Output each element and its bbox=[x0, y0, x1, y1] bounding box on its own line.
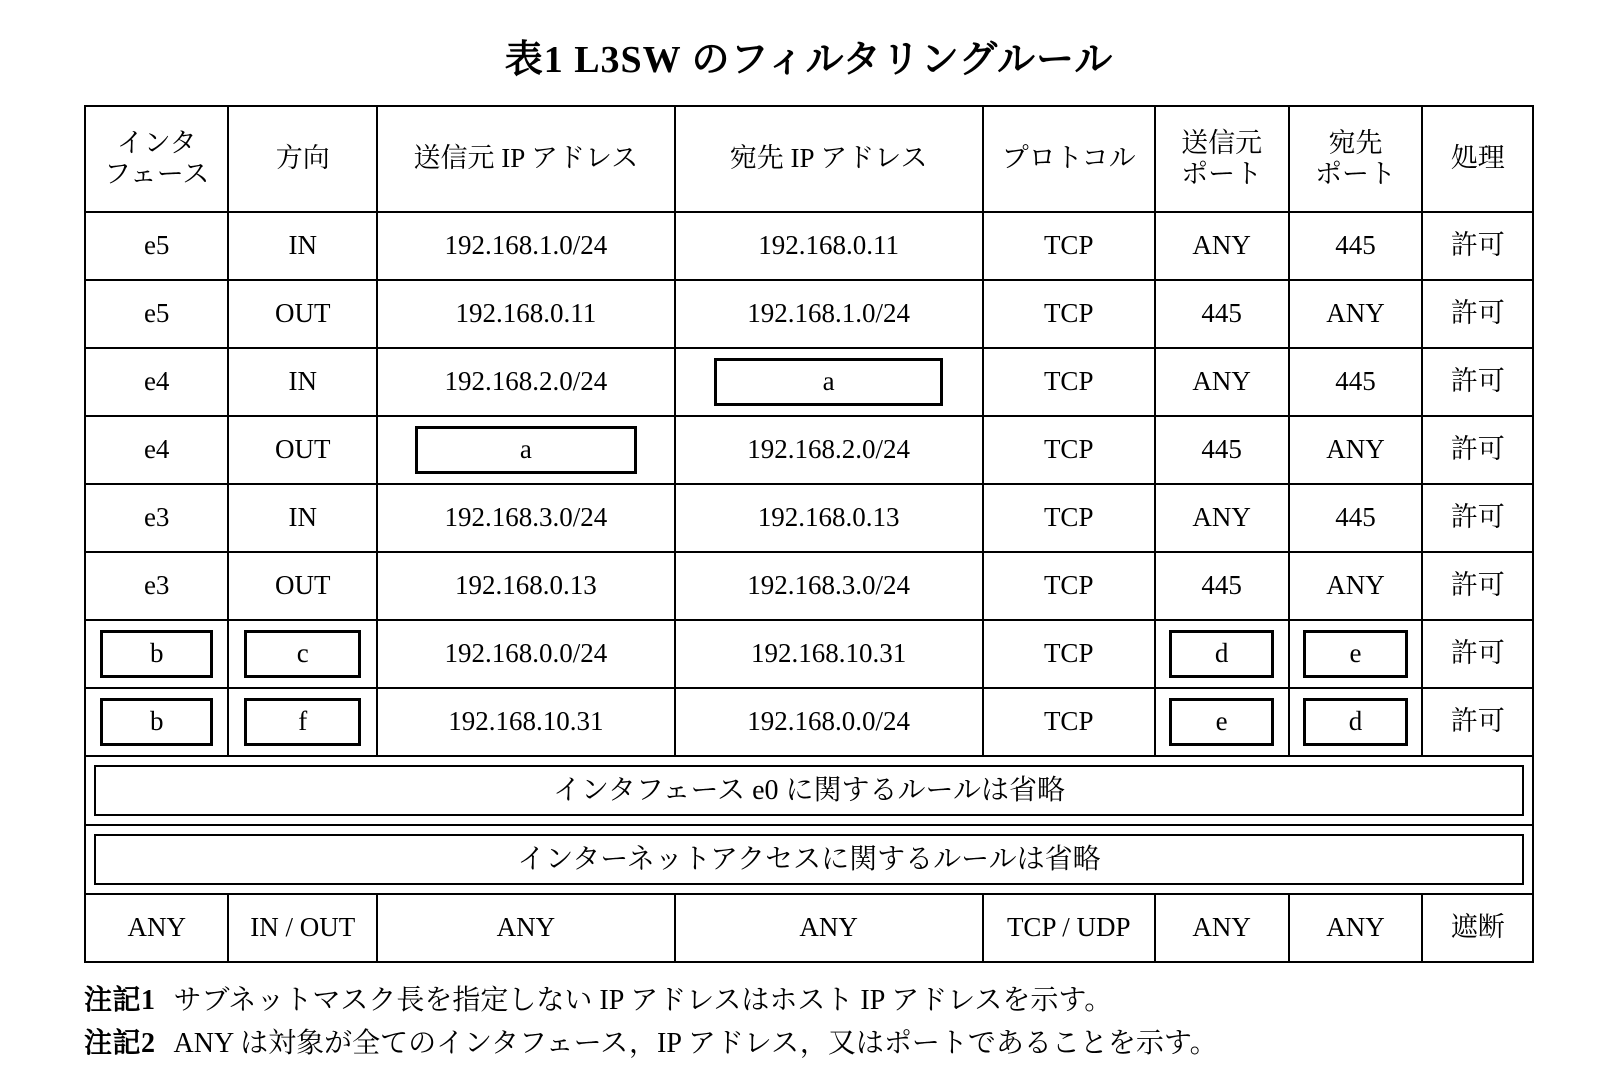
note-2 bbox=[84, 1022, 1534, 1065]
cell-protocol: TCP bbox=[983, 416, 1155, 484]
cell-action: 許可 bbox=[1422, 416, 1533, 484]
cell-interface: ANY bbox=[85, 894, 228, 962]
cell-source-ip: 192.168.2.0/24 bbox=[377, 348, 674, 416]
cell-direction: IN bbox=[228, 484, 377, 552]
table-row bbox=[85, 280, 1533, 348]
header-row bbox=[85, 106, 1533, 212]
cell-source-port: 445 bbox=[1155, 280, 1289, 348]
header-interface bbox=[85, 106, 228, 212]
omitted-internet-text: インターネットアクセスに関するルールは省略 bbox=[94, 834, 1524, 885]
cell-destination-ip: 192.168.2.0/24 bbox=[675, 416, 983, 484]
filtering-rules-table-wrapper bbox=[84, 105, 1534, 963]
table-body bbox=[85, 212, 1533, 962]
header-destination-ip: 宛先 IP アドレス bbox=[675, 106, 983, 212]
table-row-omitted-e0 bbox=[85, 756, 1533, 825]
cell-destination-port: ANY bbox=[1289, 552, 1423, 620]
cell-destination-port: ANY bbox=[1289, 280, 1423, 348]
cell-source-port: ANY bbox=[1155, 212, 1289, 280]
answer-blank-f: f bbox=[244, 698, 361, 746]
cell-destination-port bbox=[1289, 688, 1423, 756]
cell-destination-port: 445 bbox=[1289, 484, 1423, 552]
cell-protocol: TCP bbox=[983, 688, 1155, 756]
cell-source-port: ANY bbox=[1155, 484, 1289, 552]
table-row bbox=[85, 416, 1533, 484]
cell-source-ip: 192.168.0.11 bbox=[377, 280, 674, 348]
header-protocol: プロトコル bbox=[983, 106, 1155, 212]
cell-interface: e3 bbox=[85, 552, 228, 620]
table-row bbox=[85, 688, 1533, 756]
cell-destination-ip: 192.168.0.0/24 bbox=[675, 688, 983, 756]
filtering-rules-table bbox=[84, 105, 1534, 963]
cell-direction: IN bbox=[228, 348, 377, 416]
table-notes bbox=[84, 979, 1534, 1066]
header-destination-port-line1: 宛先 bbox=[1328, 127, 1383, 158]
header-source-port-line1: 送信元 bbox=[1181, 127, 1263, 158]
note-1-text: サブネットマスク長を指定しない IP アドレスはホスト IP アドレスを示す。 bbox=[173, 985, 1113, 1017]
table-title: 表1 L3SW のフィルタリングルール bbox=[504, 39, 1114, 81]
cell-action: 許可 bbox=[1422, 620, 1533, 688]
cell-source-ip: 192.168.10.31 bbox=[377, 688, 674, 756]
cell-action: 遮断 bbox=[1422, 894, 1533, 962]
header-direction: 方向 bbox=[228, 106, 377, 212]
cell-destination-ip: 192.168.0.13 bbox=[675, 484, 983, 552]
cell-source-ip: 192.168.1.0/24 bbox=[377, 212, 674, 280]
omitted-e0-text: インタフェース e0 に関するルールは省略 bbox=[94, 765, 1524, 816]
cell-interface bbox=[85, 620, 228, 688]
cell-destination-ip: 192.168.10.31 bbox=[675, 620, 983, 688]
cell-source-port bbox=[1155, 688, 1289, 756]
cell-action: 許可 bbox=[1422, 212, 1533, 280]
cell-direction: OUT bbox=[228, 280, 377, 348]
note-1-label: 注記1 bbox=[84, 985, 156, 1017]
header-action: 処理 bbox=[1422, 106, 1533, 212]
table-row bbox=[85, 620, 1533, 688]
cell-action: 許可 bbox=[1422, 348, 1533, 416]
cell-interface: e4 bbox=[85, 348, 228, 416]
cell-protocol: TCP bbox=[983, 620, 1155, 688]
cell-direction bbox=[228, 688, 377, 756]
cell-direction: IN bbox=[228, 212, 377, 280]
table-row bbox=[85, 552, 1533, 620]
cell-source-ip: 192.168.3.0/24 bbox=[377, 484, 674, 552]
cell-destination-port bbox=[1289, 620, 1423, 688]
answer-blank-a: a bbox=[415, 426, 637, 474]
answer-blank-d: d bbox=[1303, 698, 1408, 746]
cell-source-port: ANY bbox=[1155, 894, 1289, 962]
cell-omitted-internet bbox=[85, 825, 1533, 894]
cell-action: 許可 bbox=[1422, 688, 1533, 756]
cell-protocol: TCP bbox=[983, 552, 1155, 620]
note-2-text: ANY は対象が全てのインタフェース，IP アドレス，又はポートであることを示す。 bbox=[173, 1028, 1218, 1060]
cell-destination-port: 445 bbox=[1289, 212, 1423, 280]
answer-blank-b: b bbox=[100, 630, 213, 678]
header-destination-port bbox=[1289, 106, 1423, 212]
cell-source-port: 445 bbox=[1155, 552, 1289, 620]
table-row bbox=[85, 484, 1533, 552]
header-source-ip: 送信元 IP アドレス bbox=[377, 106, 674, 212]
answer-blank-a: a bbox=[714, 358, 944, 406]
answer-blank-e: e bbox=[1303, 630, 1408, 678]
cell-direction bbox=[228, 620, 377, 688]
cell-destination-port: ANY bbox=[1289, 416, 1423, 484]
cell-protocol: TCP bbox=[983, 348, 1155, 416]
table-row-omitted-internet bbox=[85, 825, 1533, 894]
cell-protocol: TCP bbox=[983, 484, 1155, 552]
cell-direction: OUT bbox=[228, 552, 377, 620]
table-row-default-deny bbox=[85, 894, 1533, 962]
cell-action: 許可 bbox=[1422, 280, 1533, 348]
answer-blank-c: c bbox=[244, 630, 361, 678]
cell-source-ip: ANY bbox=[377, 894, 674, 962]
cell-protocol: TCP / UDP bbox=[983, 894, 1155, 962]
cell-source-port: 445 bbox=[1155, 416, 1289, 484]
cell-source-port: ANY bbox=[1155, 348, 1289, 416]
header-source-port-line2: ポート bbox=[1181, 159, 1263, 189]
cell-direction: OUT bbox=[228, 416, 377, 484]
cell-destination-port: ANY bbox=[1289, 894, 1423, 962]
cell-destination-ip: 192.168.1.0/24 bbox=[675, 280, 983, 348]
cell-destination-ip bbox=[675, 348, 983, 416]
cell-destination-ip: ANY bbox=[675, 894, 983, 962]
note-1 bbox=[84, 979, 1534, 1022]
cell-destination-ip: 192.168.3.0/24 bbox=[675, 552, 983, 620]
cell-protocol: TCP bbox=[983, 212, 1155, 280]
header-interface-line1: インタ bbox=[116, 127, 197, 158]
cell-source-ip: 192.168.0.13 bbox=[377, 552, 674, 620]
cell-source-ip bbox=[377, 416, 674, 484]
table-row bbox=[85, 212, 1533, 280]
cell-direction: IN / OUT bbox=[228, 894, 377, 962]
note-2-label: 注記2 bbox=[84, 1028, 156, 1060]
cell-destination-port: 445 bbox=[1289, 348, 1423, 416]
answer-blank-e: e bbox=[1169, 698, 1274, 746]
header-interface-line2: フェース bbox=[104, 159, 210, 189]
cell-destination-ip: 192.168.0.11 bbox=[675, 212, 983, 280]
cell-interface bbox=[85, 688, 228, 756]
table-row bbox=[85, 348, 1533, 416]
cell-action: 許可 bbox=[1422, 552, 1533, 620]
header-destination-port-line2: ポート bbox=[1315, 159, 1397, 189]
cell-interface: e5 bbox=[85, 280, 228, 348]
answer-blank-b: b bbox=[100, 698, 213, 746]
cell-action: 許可 bbox=[1422, 484, 1533, 552]
table-header bbox=[85, 106, 1533, 212]
cell-source-ip: 192.168.0.0/24 bbox=[377, 620, 674, 688]
cell-interface: e5 bbox=[85, 212, 228, 280]
header-source-port bbox=[1155, 106, 1289, 212]
cell-protocol: TCP bbox=[983, 280, 1155, 348]
cell-source-port bbox=[1155, 620, 1289, 688]
cell-omitted-e0 bbox=[85, 756, 1533, 825]
cell-interface: e3 bbox=[85, 484, 228, 552]
cell-interface: e4 bbox=[85, 416, 228, 484]
answer-blank-d: d bbox=[1169, 630, 1274, 678]
